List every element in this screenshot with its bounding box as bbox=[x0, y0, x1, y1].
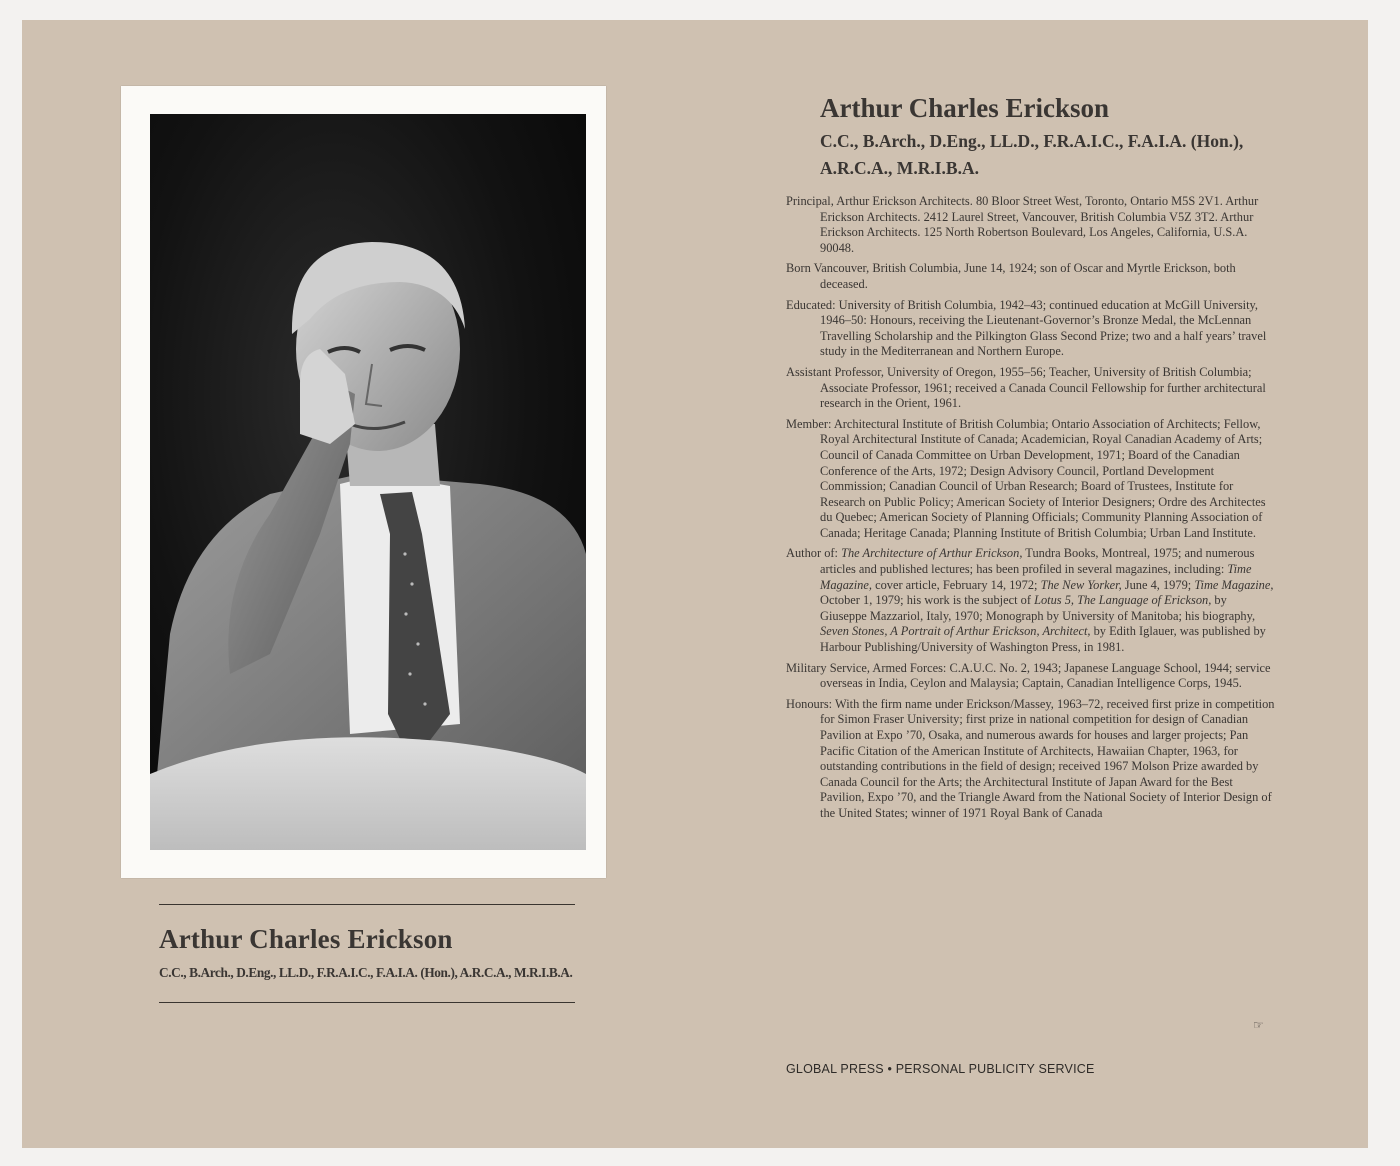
author-text: by Edith Iglauer, was published by Harbour Publishing/University of Washington Press, in 1981. bbox=[820, 624, 1266, 655]
author-title: The New Yorker, bbox=[1040, 577, 1122, 592]
document-sheet bbox=[22, 20, 1368, 1148]
continue-pointer-icon: ☞ bbox=[1253, 1018, 1264, 1032]
author-text: June 4, 1979; bbox=[1121, 577, 1195, 592]
bio-title-name: Arthur Charles Erickson bbox=[820, 93, 1110, 123]
portrait-illustration-icon bbox=[150, 114, 586, 850]
author-title: Time Magazine, bbox=[820, 562, 1252, 592]
author-title: Time Magazine, bbox=[1194, 577, 1274, 592]
bio-title-credentials: C.C., B.Arch., D.Eng., LL.D., F.R.A.I.C., F.A.I.A. (Hon.), A.R.C.A., M.R.I.B.A. bbox=[820, 131, 1244, 178]
author-text: by Giuseppe Mazzariol, Italy, 1970; Monograph by University of Manitoba; his biography, bbox=[820, 593, 1256, 623]
footer-publisher: GLOBAL PRESS • PERSONAL PUBLICITY SERVICE bbox=[786, 1062, 1095, 1076]
author-title: Seven Stones, A Portrait of Arthur Erickson, Architect, bbox=[820, 624, 1091, 639]
photo-mount bbox=[121, 86, 606, 878]
bio-entries bbox=[786, 194, 1276, 827]
entry-educated: Educated: University of British Columbia, 1942–43; continued education at McGill University, 1946–50: Honours, receiving the Lieutenant-Governor’s Bronze Medal, the McLennan Travelling Scholarship and the Pilkington Glass Second Prize; two and a half years’ travel study in the Mediterranean and Northern Europe. bbox=[786, 297, 1267, 359]
author-title: The Architecture of Arthur Erickson, bbox=[841, 546, 1023, 561]
left-caption-credentials: C.C., B.Arch., D.Eng., LL.D., F.R.A.I.C., F.A.I.A. (Hon.), A.R.C.A., M.R.I.B.A. bbox=[159, 965, 573, 980]
left-caption-name: Arthur Charles Erickson bbox=[159, 924, 453, 954]
entry-assistant-professor: Assistant Professor, University of Oregon, 1955–56; Teacher, University of British Columbia; Associate Professor, 1961; received a Canada Council Fellowship for further architectural research in the Orient, 1961. bbox=[786, 364, 1266, 411]
entry-honours: Honours: With the firm name under Erickson/Massey, 1963–72, received first prize in competition for Simon Fraser University; first prize in national competition for design of Canadian Pavilion at Expo ’70, Osaka, and numerous awards for houses and larger projects; Pan Pacific Citation of the American Institute of Architects, Hawaiian Chapter, 1963, for outstanding contributions in the field of design; received 1967 Molson Prize awarded by Canada Council for the Arts; the Architectural Institute of Japan Award for the Best Pavilion, Expo ’70, and the Triangle Award from the National Society of Interior Design of the United States; winner of 1971 Royal Bank of Canada bbox=[786, 696, 1275, 820]
caption-top-rule bbox=[159, 904, 575, 905]
author-text: October 1, 1979; his work is the subject of bbox=[820, 593, 1035, 608]
portrait-photo bbox=[150, 114, 586, 850]
author-text: cover article, February 14, 1972; bbox=[871, 577, 1041, 592]
author-text: Author of: bbox=[786, 546, 842, 561]
entry-military-service: Military Service, Armed Forces: C.A.U.C. No. 2, 1943; Japanese Language School, 1944; service overseas in India, Ceylon and Malaysia; Captain, Canadian Intelligence Corps, 1945. bbox=[786, 660, 1271, 691]
entry-author bbox=[786, 546, 1276, 655]
entry-member: Member: Architectural Institute of British Columbia; Ontario Association of Architects; Fellow, Royal Architectural Institute of Canada; Academician, Royal Canadian Academy of Arts; Council of Canada Committee on Urban Development, 1971; Board of the Canadian Conference of the Arts, 1972; Design Advisory Council, Portland Development Commission; Canadian Council of Urban Research; Board of Trustees, Institute for Research on Public Policy; American Society of Interior Designers; Ordre des Architectes du Quebec; American Society of Planning Officials; Community Planning Association of Canada; Heritage Canada; Planning Institute of British Columbia; Urban Land Institute. bbox=[786, 416, 1266, 540]
entry-principal: Principal, Arthur Erickson Architects. 80 Bloor Street West, Toronto, Ontario M5S 2V1. Arthur Erickson Architects. 2412 Laurel Street, Vancouver, British Columbia V5Z 3T2. Arthur Erickson Architects. 125 North Robertson Boulevard, Los Angeles, California, U.S.A. 90048. bbox=[786, 194, 1259, 255]
author-text: Tundra Books, Montreal, 1975; and numerous articles and published lectures; has been profiled in several magazines, including: bbox=[820, 546, 1255, 577]
author-title: Lotus 5, The Language of Erickson, bbox=[1034, 593, 1212, 608]
entry-born: Born Vancouver, British Columbia, June 14, 1924; son of Oscar and Myrtle Erickson, both deceased. bbox=[786, 261, 1236, 291]
caption-bottom-rule bbox=[159, 1002, 575, 1003]
